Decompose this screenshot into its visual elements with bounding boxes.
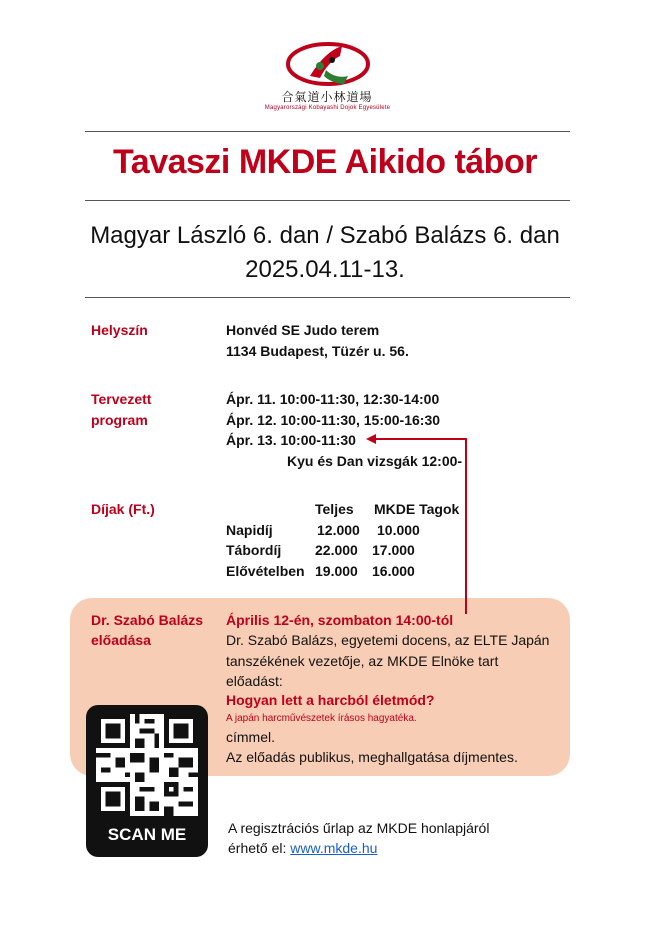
mkde-website-link[interactable]: www.mkde.hu: [290, 840, 378, 856]
lecture-subtitle: A japán harcművészetek írásos hagyatéka.: [226, 713, 417, 724]
logo-subtitle: Magyarországi Kobayashi Dojok Egyesülete: [264, 105, 391, 111]
venue-line: Honvéd SE Judo terem: [226, 322, 380, 338]
lecture-title: Hogyan lett a harcból életmód?: [226, 692, 435, 708]
registration-prefix: érhető el:: [228, 840, 291, 856]
scan-me-label: SCAN ME: [107, 825, 187, 844]
fee-row-member: 17.000: [372, 542, 415, 558]
program-label-2: program: [91, 412, 148, 428]
qr-code[interactable]: [96, 714, 198, 816]
fee-row-name: Tábordíj: [226, 542, 282, 558]
fees-col-member: MKDE Tagok: [374, 501, 460, 517]
program-exam: Kyu és Dan vizsgák 12:00-: [287, 453, 463, 469]
teachers-line: Magyar László 6. dan / Szabó Balázs 6. dan: [90, 222, 560, 249]
fee-row-member: 10.000: [377, 522, 420, 538]
registration-note: [228, 818, 489, 858]
fees-label: Díjak (Ft.): [91, 501, 155, 517]
lecture-time: Április 12-én, szombaton 14:00-tól: [226, 612, 454, 628]
lecture-label: Dr. Szabó Balázs: [91, 612, 204, 628]
program-label: Tervezett: [91, 391, 152, 407]
registration-line-1: A regisztrációs űrlap az MKDE honlapjáról: [228, 820, 490, 836]
venue-address: 1134 Budapest, Tüzér u. 56.: [226, 343, 409, 359]
lecture-desc-1: Dr. Szabó Balázs, egyetemi docens, az ELTE Japán: [226, 632, 550, 648]
registration-line-2: [228, 838, 489, 858]
lecture-desc-2: tanszékének vezetője, az MKDE Elnöke tart: [226, 653, 499, 669]
program-day-1: Ápr. 11. 10:00-11:30, 12:30-14:00: [226, 391, 440, 407]
program-day-3: Ápr. 13. 10:00-11:30: [226, 432, 356, 448]
venue-label: Helyszín: [91, 322, 148, 338]
page-title: Tavaszi MKDE Aikido tábor: [113, 143, 537, 181]
fees-col-full: Teljes: [315, 501, 354, 517]
fee-row-member: 16.000: [372, 563, 415, 579]
camp-dates: 2025.04.11-13.: [245, 256, 405, 283]
lecture-titled: címmel.: [226, 729, 275, 745]
logo-japanese-text: 合氣道小林道場: [281, 90, 373, 104]
fee-row-full: 19.000: [315, 563, 358, 579]
lecture-label-2: előadása: [91, 632, 151, 648]
lecture-desc-3: előadást:: [226, 673, 283, 689]
fee-row-full: 22.000: [315, 542, 358, 558]
program-day-2: Ápr. 12. 10:00-11:30, 15:00-16:30: [226, 412, 441, 428]
fee-row-name: Napidíj: [226, 522, 273, 538]
lecture-public-note: Az előadás publikus, meghallgatása díjmentes.: [226, 749, 518, 765]
fee-row-full: 12.000: [317, 522, 360, 538]
fee-row-name: Elővételben: [226, 563, 305, 579]
